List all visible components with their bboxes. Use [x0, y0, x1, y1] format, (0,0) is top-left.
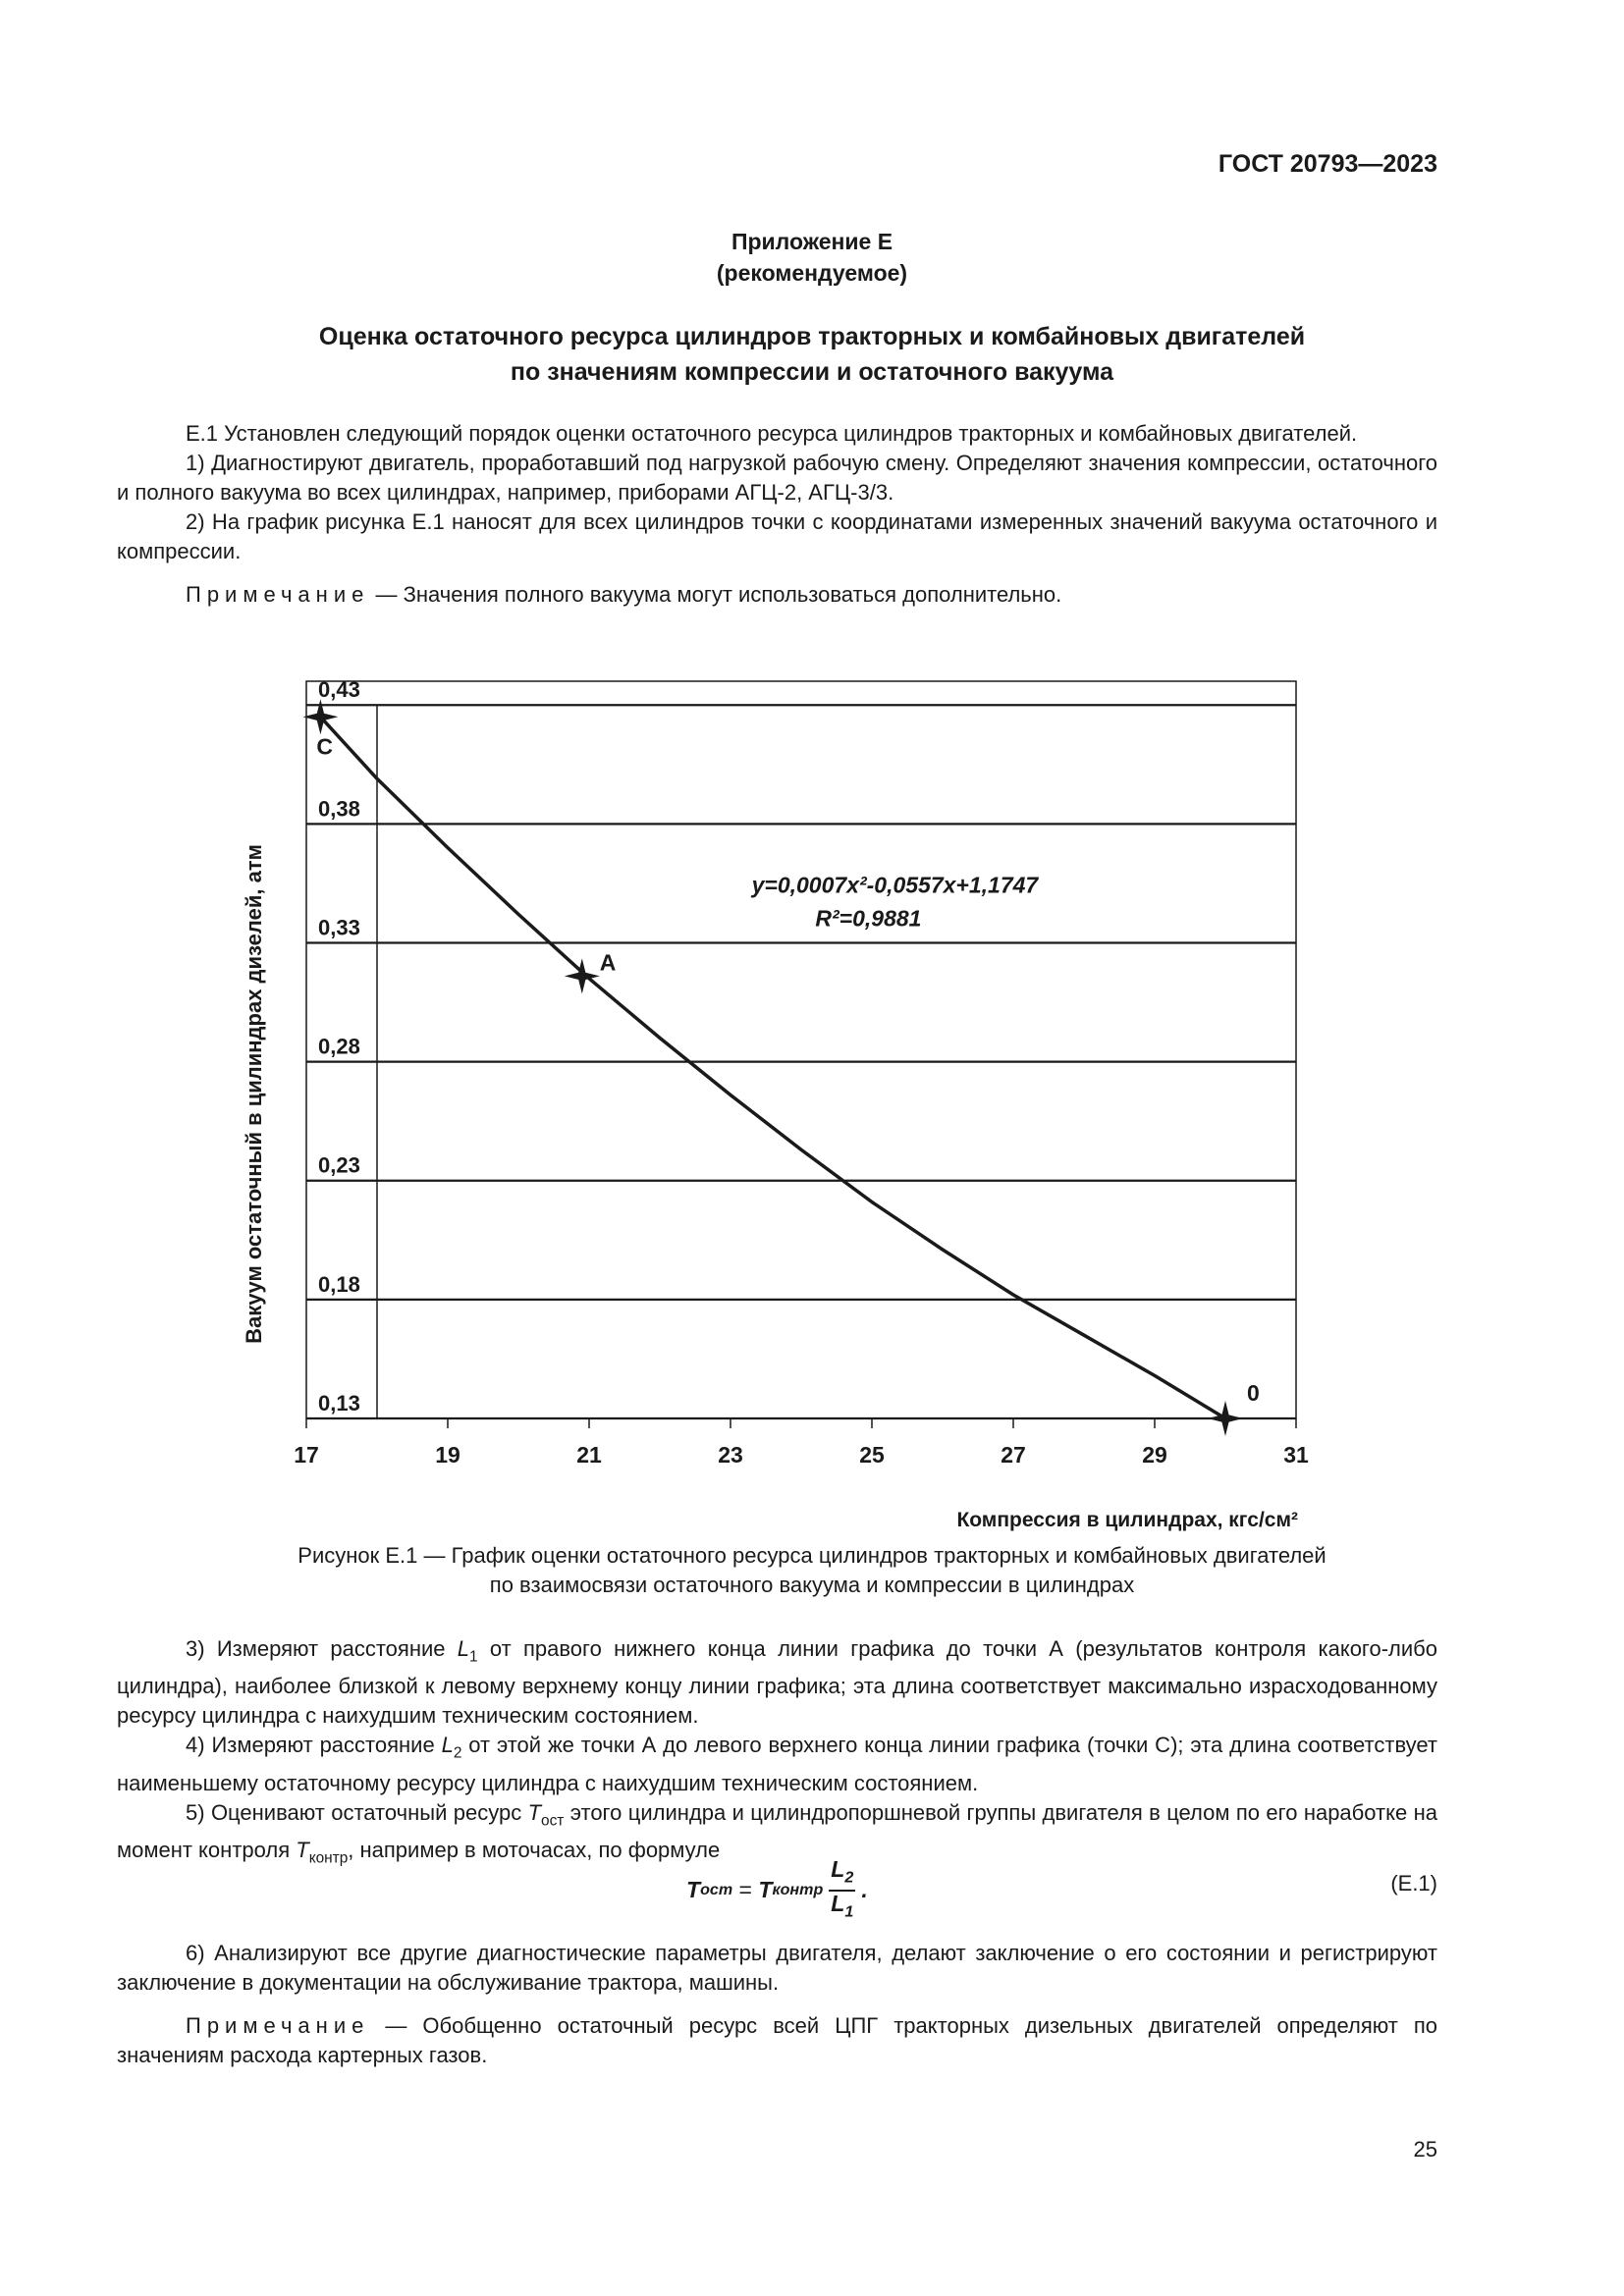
x-tick-label: 17	[294, 1442, 319, 1468]
formula-fraction	[829, 1857, 855, 1923]
y-tick-label: 0,18	[318, 1271, 360, 1297]
x-tick-label: 21	[576, 1442, 602, 1468]
figure-caption-line1: Рисунок Е.1 — График оценки остаточного ресурса цилиндров тракторных и комбайновых двигателей	[298, 1543, 1326, 1568]
y-tick-label: 0,23	[318, 1152, 360, 1178]
step3-sub: 1	[469, 1648, 478, 1666]
step5-var: T	[527, 1799, 542, 1825]
formula-den-var: L	[831, 1890, 845, 1916]
step5-text-a: 5) Оценивают остаточный ресурс	[186, 1799, 528, 1825]
note-2-label: Примечание	[186, 2013, 370, 2038]
step5-text-c: , например в моточасах, по формуле	[348, 1838, 721, 1863]
step3-text-a: 3) Измеряют расстояние	[186, 1636, 458, 1661]
point-label: А	[599, 949, 617, 976]
annex-kind: (рекомендуемое)	[716, 260, 908, 286]
x-tick-label: 19	[435, 1442, 460, 1468]
paragraph-step4	[117, 1731, 1437, 1797]
paragraph-step1: 1) Диагностируют двигатель, проработавший под нагрузкой рабочую смену. Определяют значения компрессии, остаточного и полного вакуума во всех цилиндрах, например, приборами АГЦ-2, АГЦ-3/3.	[117, 451, 1437, 505]
formula-num-var: L	[831, 1856, 845, 1882]
note-1-text: — Значения полного вакуума могут использоваться дополнительно.	[369, 582, 1062, 607]
paragraph-step6: 6) Анализируют все другие диагностические параметры двигателя, делают заключение о его состоянии и регистрируют заключение в документации на обслуживание трактора, машины.	[117, 1941, 1437, 1995]
paragraph-step2: 2) На график рисунка Е.1 наносят для всех цилиндров точки с координатами измеренных значений вакуума остаточного и компрессии.	[117, 509, 1437, 563]
formula-lhs: T	[686, 1877, 701, 1903]
y-axis-label: Вакуум остаточный в цилиндрах дизелей, атм	[242, 844, 266, 1344]
step5-sub: ост	[541, 1812, 565, 1830]
formula-numerator	[829, 1857, 855, 1892]
section-title-line1: Оценка остаточного ресурса цилиндров тракторных и комбайновых двигателей	[318, 323, 1306, 350]
figure-caption	[0, 1541, 1624, 1600]
figure-e1-chart	[226, 667, 1345, 1531]
section-title	[0, 319, 1624, 390]
step4-var: L	[441, 1733, 454, 1758]
body-text-top	[117, 419, 1437, 610]
note-2-text: — Обобщенно остаточный ресурс всей ЦПГ тракторных дизельных двигателей определяют по значениям расхода картерных газов.	[117, 2013, 1437, 2067]
paragraph-step3	[117, 1634, 1437, 1731]
x-tick-label: 31	[1283, 1442, 1309, 1468]
body-text-end	[117, 1939, 1437, 2070]
r-squared-label: R²=0,9881	[815, 905, 922, 932]
annex-title: Приложение Е	[731, 229, 893, 254]
formula-lhs-sub: ост	[700, 1881, 733, 1899]
x-axis-label: Компрессия в цилиндрах, кгс/см²	[956, 1509, 1298, 1531]
point-label: С	[316, 733, 334, 760]
paragraph-e1: Е.1 Установлен следующий порядок оценки остаточного ресурса цилиндров тракторных и комбайновых двигателей.	[186, 421, 1358, 446]
x-tick-label: 29	[1142, 1442, 1167, 1468]
point-marker-0	[1208, 1401, 1243, 1436]
step4-text-a: 4) Измеряют расстояние	[186, 1733, 442, 1758]
formula-num-sub: 2	[844, 1868, 854, 1887]
note-1-label: Примечание	[186, 582, 370, 607]
chart-svg	[226, 667, 1345, 1531]
plot-frame	[306, 681, 1296, 1418]
y-tick-label: 0,13	[318, 1391, 360, 1415]
step5-var2: T	[296, 1838, 309, 1863]
formula-rhs-sub: контр	[772, 1881, 824, 1899]
step5-text-b: этого цилиндра и цилиндропоршневой группы двигателя в целом по его наработке на момент контроля	[117, 1799, 1437, 1863]
section-title-line2: по значениям компрессии и остаточного вакуума	[510, 358, 1114, 386]
x-tick-label: 27	[1001, 1442, 1026, 1468]
formula-expression	[686, 1857, 868, 1923]
note-1	[117, 580, 1437, 610]
formula-e1	[117, 1856, 1437, 1921]
document-code: ГОСТ 20793—2023	[1218, 150, 1437, 178]
note-2	[117, 2011, 1437, 2070]
step3-var: L	[457, 1636, 470, 1661]
annex-heading	[0, 226, 1624, 289]
formula-rhs: T	[758, 1877, 773, 1903]
figure-caption-line2: по взаимосвязи остаточного вакуума и компрессии в цилиндрах	[489, 1573, 1135, 1597]
chart-canvas	[226, 667, 1345, 1531]
y-tick-label: 0,28	[318, 1034, 360, 1059]
y-tick-label: 0,38	[318, 796, 360, 822]
formula-den-sub: 1	[844, 1902, 854, 1921]
y-tick-label: 0,43	[318, 677, 360, 703]
step4-text-b: от этой же точки А до левого верхнего конца линии графика (точки С); эта длина соответствует наименьшему остаточному ресурсу цилиндра с наихудшим техническим состоянием.	[117, 1733, 1437, 1795]
x-tick-label: 25	[859, 1442, 885, 1468]
step3-text-b: от правого нижнего конца линии графика до точки А (результатов контроля какого-либо цилиндра), наиболее близкой к левому верхнему концу линии графика; эта длина соответствует максимально израсходованному ресурсу цилиндра с наихудшим техническим состоянием.	[117, 1636, 1437, 1729]
formula-equals: =	[732, 1877, 759, 1903]
x-tick-label: 23	[718, 1442, 743, 1468]
equation-label: y=0,0007x²-0,0557x+1,1747	[751, 872, 1039, 898]
formula-denominator	[831, 1892, 853, 1924]
point-label: 0	[1247, 1380, 1260, 1406]
body-text-bottom	[117, 1634, 1437, 1874]
formula-end: .	[861, 1877, 868, 1903]
formula-number: (Е.1)	[1390, 1871, 1437, 1896]
point-marker-А	[565, 958, 600, 993]
y-tick-label: 0,33	[318, 915, 360, 940]
step4-sub: 2	[453, 1744, 462, 1762]
series-line	[320, 717, 1225, 1418]
page-number: 25	[1413, 2137, 1437, 2162]
step5-sub2: контр	[308, 1849, 349, 1867]
